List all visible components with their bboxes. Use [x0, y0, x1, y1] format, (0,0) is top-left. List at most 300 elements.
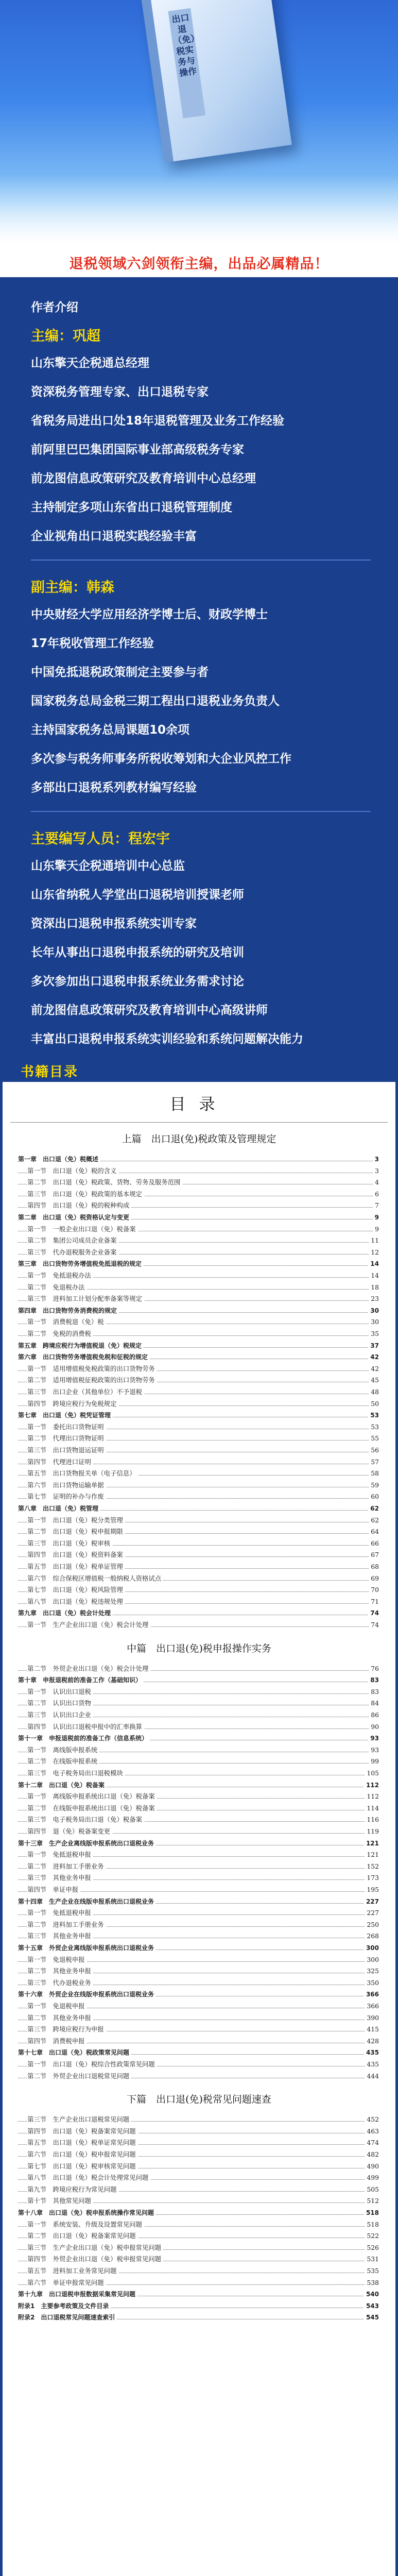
toc-section-row	[3, 2059, 395, 2070]
toc-page-number: 3	[373, 1166, 379, 1176]
toc-page-number: 53	[368, 1410, 379, 1420]
toc-entry-title: 第三章 出口货物劳务增值税免抵退税的规定	[18, 1259, 144, 1269]
toc-page-number: 9	[373, 1224, 379, 1234]
toc-entry-title: 第四章 出口货物劳务消费税的规定	[18, 1306, 119, 1316]
toc-chapter-row	[3, 1410, 395, 1420]
toc-page-number: 512	[365, 2196, 379, 2206]
toc-entry-title: 第十七章 出口退（免）税政策常见问题	[18, 2047, 131, 2058]
toc-page-number: 121	[364, 1838, 379, 1849]
toc-section-row	[3, 2254, 395, 2264]
toc-page-number: 350	[365, 1978, 379, 1988]
writer-line: 山东擎天企税通培训中心总监	[31, 859, 185, 873]
toc-section-row	[3, 2001, 395, 2011]
toc-page-number: 66	[369, 1538, 379, 1549]
writer-line: 山东省纳税人学堂出口退税培训授课老师	[31, 888, 244, 902]
toc-entry-title: 第一节 离线版申报系统	[27, 1745, 99, 1755]
toc-entry-title: 第十节 其他常见问题	[27, 2196, 93, 2206]
toc-entry-title: 第二节 出口退（免）税申报期限	[27, 1527, 125, 1537]
bookmenu-bar	[0, 1061, 398, 1082]
toc-page-number: 93	[368, 1733, 379, 1743]
writer-line: 长年从事出口退税申报系统的研究及培训	[31, 946, 244, 959]
part-title: 下篇 出口退(免)税常见问题速查	[127, 2094, 271, 2106]
toc-entry-title: 第八节 出口退（免）税违规处理	[27, 1597, 125, 1607]
toc-page-number: 531	[365, 2254, 379, 2264]
toc-entry-title: 第二节 出口退（免）税备案常见问题	[27, 2231, 138, 2241]
deputy-line: 主持国家税务总局课题10余项	[31, 723, 190, 737]
toc-entry-title: 第二节 外贸企业出口退（免）税会计处理	[27, 1664, 150, 1674]
toc-section-row	[3, 1189, 395, 1199]
toc-section-row	[3, 2138, 395, 2148]
toc-entry-title: 第十五章 外贸企业离线版申报系统出口退税业务	[18, 1943, 156, 1953]
toc-entry-title: 第四节 跨境应税行为免税规定	[27, 1399, 118, 1409]
toc-entry-title: 第六节 出口货物运输单据	[27, 1480, 106, 1490]
toc-section-row	[3, 1282, 395, 1293]
toc-section-row	[3, 1527, 395, 1537]
toc-section-row	[3, 2196, 395, 2206]
toc-entry-title: 第十六章 外贸企业在线版申报系统出口退税业务	[18, 1989, 156, 1999]
toc-section-row	[3, 1920, 395, 1930]
deputy-line: 多次参与税务师事务所税收筹划和大企业风控工作	[31, 752, 291, 766]
toc-entry-title: 第一节 出口退（免）税综合性政策常见问题	[27, 2059, 157, 2070]
toc-section-row	[3, 1433, 395, 1444]
toc-entry-title: 第二节 在线版申报系统出口退（免）税备案	[27, 1803, 157, 1814]
toc-chapter-row	[3, 2312, 395, 2323]
toc-section-row	[3, 1317, 395, 1327]
toc-section-row	[3, 1908, 395, 1918]
toc-entry-title: 第五节 进料加工业务常见问题	[27, 2266, 118, 2276]
toc-section-row	[3, 1329, 395, 1339]
toc-page-number: 227	[365, 1908, 379, 1918]
toc-entry-title: 第三节 代办退税服务企业备案	[27, 1247, 118, 1258]
toc-section-row	[3, 1931, 395, 1941]
toc-page-number: 83	[368, 1675, 379, 1685]
toc-section-row	[3, 1270, 395, 1281]
toc-section-row	[3, 2114, 395, 2125]
toc-entry-title: 第一节 生产企业出口退（免）税会计处理	[27, 1620, 150, 1630]
toc-page-number: 112	[365, 1791, 379, 1802]
toc-entry-title: 第七节 出口退（免）税审核常见问题	[27, 2161, 138, 2172]
toc-entry-title: 第二节 出口退（免）税政策、货物、劳务及服务范围	[27, 1177, 182, 1188]
toc-entry-title: 第四节 消费税申报	[27, 2036, 87, 2046]
toc-entry-title: 第十一章 申报退税前的准备工作（信息系统）	[18, 1733, 150, 1743]
toc-section-row	[3, 2013, 395, 2023]
toc-section-row	[3, 1550, 395, 1560]
toc-page-number: 4	[373, 1177, 379, 1188]
toc-entry-title: 第三节 生产企业出口退（免）税申报常见问题	[27, 2243, 163, 2253]
toc-section-row	[3, 1861, 395, 1872]
toc-chapter-row	[3, 2289, 395, 2299]
toc-page-number: 9	[373, 1212, 379, 1223]
toc-entry-title: 第三节 其他业务申报	[27, 1931, 93, 1941]
toc-title: 目录	[169, 1095, 229, 1114]
toc-entry-title: 第十三章 生产企业离线版申报系统出口退税业务	[18, 1838, 156, 1849]
toc-section-row	[3, 1375, 395, 1385]
toc-page-number: 35	[369, 1329, 379, 1339]
toc-page-number: 490	[365, 2161, 379, 2172]
toc-page-number: 30	[368, 1306, 379, 1316]
deputy-line: 中央财经大学应用经济学博士后、财政学博士	[31, 608, 268, 621]
toc-chapter-row	[3, 1259, 395, 1269]
toc-entry-title: 第三节 认识出口企业	[27, 1710, 93, 1720]
toc-section-row	[3, 1768, 395, 1778]
toc-section-row	[3, 1422, 395, 1432]
toc-page-number: 105	[365, 1768, 379, 1778]
toc-section-row	[3, 1620, 395, 1630]
hero-fade	[0, 175, 398, 252]
toc-section-row	[3, 2024, 395, 2035]
toc-entry-title: 第一节 系统安装、升级及设置常见问题	[27, 2219, 144, 2230]
deputy-line: 多部出口退税系列教材编写经验	[31, 781, 197, 794]
toc-page-number: 3	[373, 1154, 379, 1164]
toc-section-row	[3, 2149, 395, 2160]
toc-section-row	[3, 2071, 395, 2081]
toc-section-row	[3, 2278, 395, 2288]
toc-page-number: 14	[369, 1270, 379, 1281]
toc-page-number: 268	[365, 1931, 379, 1941]
toc-entry-title: 第一节 免退税申报	[27, 2001, 87, 2011]
toc-section-row	[3, 1966, 395, 1976]
divider	[31, 560, 371, 561]
chief-line: 省税务局进出口处18年退税管理及业务工作经验	[31, 414, 285, 428]
toc-entry-title: 第四节 出口退（免）税资料备案	[27, 1550, 125, 1560]
toc-entry-title: 附录2 出口退税常见问题速查索引	[18, 2312, 117, 2323]
toc-entry-title: 第七节 证明的补办与作废	[27, 1492, 106, 1502]
toc-page-number: 14	[368, 1259, 379, 1269]
toc-section-row	[3, 1885, 395, 1895]
toc-page-number: 90	[369, 1722, 379, 1732]
toc-entry-title: 第十四章 生产企业在线版申报系统出口退税业务	[18, 1896, 156, 1907]
toc-page-number: 70	[369, 1585, 379, 1595]
toc-entry-title: 第三节 其他业务申报	[27, 1873, 93, 1883]
toc-page-number: 444	[365, 2071, 379, 2081]
toc-section-row	[3, 1294, 395, 1304]
toc-entry-title: 第六节 单证申报常见问题	[27, 2278, 106, 2288]
toc-page-number: 366	[365, 2001, 379, 2011]
toc-entry-title: 第三节 电子税务局出口退税模块	[27, 1768, 125, 1778]
slogan: 退税领域六剑领衔主编，出品必属精品！	[0, 251, 398, 277]
toc-entry-title: 第八节 出口退（免）税会计处理常见问题	[27, 2173, 150, 2183]
toc-page-number: 74	[369, 1620, 379, 1630]
toc-page-number: 152	[365, 1861, 379, 1872]
writer-line: 前龙图信息政策研究及教育培训中心高级讲师	[31, 1004, 268, 1017]
toc-entry-title: 第二节 免税的消费税	[27, 1329, 93, 1339]
toc-page-number: 60	[369, 1492, 379, 1502]
toc-page-number: 55	[369, 1433, 379, 1444]
toc-section-row	[3, 1445, 395, 1455]
main-writer-heading: 主要编写人员：程宏宇	[31, 831, 170, 847]
toc-entry-title: 第四节 出口退（免）税的税种构成	[27, 1200, 131, 1211]
toc-page-number: 366	[364, 1989, 379, 1999]
toc-entry-title: 第四节 单证申报	[27, 1885, 80, 1895]
toc-section-row	[3, 2161, 395, 2172]
toc-page-number: 505	[365, 2184, 379, 2195]
toc-page-number: 325	[365, 1966, 379, 1976]
toc-page-number: 526	[365, 2243, 379, 2253]
toc-page-number: 7	[373, 1200, 379, 1211]
toc-entry-title: 第二节 免退税办法	[27, 1282, 87, 1293]
toc-entry-title: 第五节 出口退（免）税单证管理	[27, 1562, 125, 1572]
toc-entry-title: 第二节 适用增值税征税政策的出口货物劳务	[27, 1375, 157, 1385]
toc-entry-title: 第一节 适用增值税免税政策的出口货物劳务	[27, 1364, 157, 1374]
toc-section-row	[3, 1480, 395, 1490]
chief-line: 资深税务管理专家、出口退税专家	[31, 385, 209, 399]
toc-entry-title: 第五节 出口货物报关单（电子信息）	[27, 1468, 138, 1479]
toc-page-number: 84	[369, 1698, 379, 1708]
toc-entry-title: 第四节 代理进口证明	[27, 1457, 93, 1467]
toc-page-number: 48	[369, 1387, 379, 1397]
toc-entry-title: 第二节 外贸企业出口退税常见问题	[27, 2071, 131, 2081]
toc-section-row	[3, 1873, 395, 1883]
book-cover	[141, 0, 291, 163]
toc-page-number: 67	[369, 1550, 379, 1560]
toc-entry-title: 第一节 免抵退税申报	[27, 1908, 93, 1918]
toc-entry-title: 第五节 出口退（免）税单证常见问题	[27, 2138, 138, 2148]
toc-entry-title: 第三节 出口企业（其他单位）不予退税	[27, 1387, 144, 1397]
toc-section-row	[3, 1850, 395, 1860]
toc-page-number: 42	[368, 1352, 379, 1362]
toc-chapter-row	[3, 1733, 395, 1743]
toc-section-row	[3, 1235, 395, 1246]
toc-section-row	[3, 1585, 395, 1595]
toc-section-row	[3, 1468, 395, 1479]
toc-chapter-row	[3, 1154, 395, 1164]
toc-section-row	[3, 2219, 395, 2230]
toc-entry-title: 第三节 电子税务局出口退（免）税备案	[27, 1815, 144, 1825]
toc-entry-title: 第四节 退（免）税备案变更	[27, 1826, 112, 1837]
toc-section-row	[3, 1664, 395, 1674]
toc-page-number: 518	[364, 2208, 379, 2218]
toc-page-number: 518	[365, 2219, 379, 2230]
toc-page-number: 23	[369, 1294, 379, 1304]
toc-page-number: 18	[369, 1282, 379, 1293]
toc-entry-title: 第二节 认识出口货物	[27, 1698, 93, 1708]
toc-entry-title: 第四节 认识出口退税申报中的汇率换算	[27, 1722, 144, 1732]
toc-entry-title: 第七节 出口退（免）税风险管理	[27, 1585, 125, 1595]
toc-section-row	[3, 1597, 395, 1607]
toc-entry-title: 第十八章 出口退（免）税申报系统操作常见问题	[18, 2208, 156, 2218]
toc-entry-title: 第二章 出口退（免）税资格认定与变更	[18, 1212, 131, 1223]
toc-section-row	[3, 1387, 395, 1397]
part-title: 中篇 出口退(免)税申报操作实务	[127, 1642, 271, 1654]
toc-entry-title: 第二节 其他业务申报	[27, 1966, 93, 1976]
toc-entry-title: 第二节 代理出口货物证明	[27, 1433, 106, 1444]
toc-page-number: 50	[369, 1399, 379, 1409]
toc-entry-title: 第一章 出口退（免）税概述	[18, 1154, 100, 1164]
chief-line: 企业视角出口退税实践经验丰富	[31, 530, 197, 543]
toc-page-number: 119	[365, 1826, 379, 1837]
toc-section-row	[3, 1722, 395, 1732]
toc-section-row	[3, 1803, 395, 1814]
toc-section-row	[3, 1200, 395, 1211]
toc-page-number: 69	[369, 1573, 379, 1584]
authors-section-title: 作者介绍	[31, 301, 78, 314]
toc-page-number: 74	[368, 1608, 379, 1618]
toc-entry-title: 第四节 外贸企业出口退（免）税申报常见问题	[27, 2254, 163, 2264]
toc-page-number: 474	[365, 2138, 379, 2148]
toc-section-row	[3, 1745, 395, 1755]
toc-page-number: 53	[369, 1422, 379, 1432]
toc-page-number: 300	[364, 1943, 379, 1953]
toc-section-row	[3, 1698, 395, 1708]
toc-section-row	[3, 1399, 395, 1409]
toc-page-number: 300	[365, 1955, 379, 1965]
toc-page-number: 545	[364, 2312, 379, 2323]
toc-page-number: 428	[365, 2036, 379, 2046]
toc-section-row	[3, 1978, 395, 1988]
part-title: 上篇 出口退(免)税政策及管理规定	[122, 1133, 276, 1145]
toc-entry-title: 第九节 跨境应税行为常见问题	[27, 2184, 118, 2195]
toc-page-number: 415	[365, 2024, 379, 2035]
toc-entry-title: 第三节 进料加工计划分配率备案等规定	[27, 1294, 144, 1304]
toc-entry-title: 第一节 免退税申报	[27, 1955, 87, 1965]
toc-chapter-row	[3, 1838, 395, 1849]
toc-entry-title: 第二节 进料加工手册业务	[27, 1920, 106, 1930]
toc-entry-title: 第三节 生产企业出口退税常见问题	[27, 2114, 131, 2125]
toc-section-row	[3, 2173, 395, 2183]
toc-page-number: 45	[369, 1375, 379, 1385]
toc-page-number: 99	[369, 1756, 379, 1767]
toc-entry-title: 第三节 代办退税业务	[27, 1978, 93, 1988]
toc-entry-title: 第六节 出口退（免）税申报常见问题	[27, 2149, 138, 2160]
toc-section-row	[3, 1756, 395, 1767]
toc-section-row	[3, 1515, 395, 1526]
toc-page-number: 227	[364, 1896, 379, 1907]
toc-chapter-row	[3, 1896, 395, 1907]
toc-entry-title: 第一节 免抵退税办法	[27, 1270, 93, 1281]
toc-entry-title: 第一节 出口退（免）税分类管理	[27, 1515, 125, 1526]
toc-entry-title: 第十章 申报退税前的准备工作（基础知识）	[18, 1675, 144, 1685]
toc-chapter-row	[3, 1989, 395, 1999]
toc-page-number: 522	[365, 2231, 379, 2241]
toc-section-row	[3, 1573, 395, 1584]
chief-line: 主持制定多项山东省出口退税管理制度	[31, 501, 232, 514]
chief-line: 山东擎天企税通总经理	[31, 357, 149, 370]
book-title: 出口退（免）税实务与操作	[171, 12, 200, 79]
chief-line: 前龙图信息政策研究及教育培训中心总经理	[31, 472, 256, 485]
divider	[31, 811, 371, 812]
chief-line: 前阿里巴巴集团国际事业部高级税务专家	[31, 443, 244, 456]
toc-chapter-row	[3, 1780, 395, 1790]
toc-chapter-row	[3, 2047, 395, 2058]
toc-page-number: 390	[365, 2013, 379, 2023]
toc-page-number: 116	[365, 1815, 379, 1825]
deputy-line: 17年税收管理工作经验	[31, 637, 154, 650]
toc-section-row	[3, 1815, 395, 1825]
toc-page-number: 535	[365, 2266, 379, 2276]
toc-page-number: 59	[369, 1480, 379, 1490]
toc-page-number: 499	[365, 2173, 379, 2183]
toc-page-number: 71	[369, 1597, 379, 1607]
toc-entry-title: 第三节 跨境应税行为申报	[27, 2024, 106, 2035]
toc-section-row	[3, 1364, 395, 1374]
toc-section-row	[3, 1826, 395, 1837]
toc-section-row	[3, 1791, 395, 1802]
toc-entry-title: 第十二章 出口退（免）税备案	[18, 1780, 107, 1790]
toc-page-number: 195	[365, 1885, 379, 1895]
toc-section-row	[3, 2231, 395, 2241]
deputy-editor-heading: 副主编：韩森	[31, 580, 114, 596]
toc-entry-title: 第六节 综合保税区增值税一般纳税人资格试点	[27, 1573, 163, 1584]
toc-entry-title: 第十九章 出口退税申报数据采集常见问题	[18, 2289, 137, 2299]
toc-entry-title: 第四节 出口退（免）税备案常见问题	[27, 2126, 138, 2137]
toc-section-row	[3, 1457, 395, 1467]
toc-page-number: 452	[365, 2114, 379, 2125]
toc-page-number: 62	[369, 1515, 379, 1526]
toc-page-number: 11	[369, 1235, 379, 1246]
toc-page-number: 37	[368, 1341, 379, 1351]
toc-page-number: 463	[365, 2126, 379, 2137]
toc-entry-title: 第六章 出口货物劳务增值税免税和征税的规定	[18, 1352, 150, 1362]
toc-chapter-row	[3, 2208, 395, 2218]
toc-page-number: 435	[364, 2047, 379, 2058]
toc-page-number: 30	[369, 1317, 379, 1327]
toc-page-number: 250	[365, 1920, 379, 1930]
toc-page-number: 173	[365, 1873, 379, 1883]
toc-section-row	[3, 1538, 395, 1549]
toc-section-row	[3, 1562, 395, 1572]
toc-page-number: 112	[364, 1780, 379, 1790]
toc-section-row	[3, 1247, 395, 1258]
toc-entry-title: 第二节 其他业务申报	[27, 2013, 93, 2023]
writer-line: 资深出口退税申报系统实训专家	[31, 917, 197, 930]
toc-section-row	[3, 1177, 395, 1188]
toc-section-row	[3, 2126, 395, 2137]
toc-rule	[10, 1122, 388, 1123]
toc-section-row	[3, 2036, 395, 2046]
deputy-line: 国家税务总局金税三期工程出口退税业务负责人	[31, 694, 280, 708]
toc-entry-title: 第一节 一般企业出口退（免）税备案	[27, 1224, 138, 1234]
toc-entry-title: 第三节 出口退（免）税审核	[27, 1538, 112, 1549]
toc-page-number: 68	[369, 1562, 379, 1572]
toc-page-number: 64	[369, 1527, 379, 1537]
toc-page-number: 93	[369, 1745, 379, 1755]
toc-entry-title: 第九章 出口退（免）税会计处理	[18, 1608, 113, 1618]
toc-entry-title: 第一节 离线版申报系统出口退（免）税备案	[27, 1791, 157, 1802]
toc-page	[3, 1082, 395, 2576]
toc-page-number: 57	[369, 1457, 379, 1467]
toc-entry-title: 第二节 进料加工手册业务	[27, 1861, 106, 1872]
toc-chapter-row	[3, 1675, 395, 1685]
toc-chapter-row	[3, 2301, 395, 2311]
toc-entry-title: 第一节 认识出口退税	[27, 1687, 93, 1697]
toc-chapter-row	[3, 1212, 395, 1223]
toc-entry-title: 第一节 消费税退（免）税	[27, 1317, 106, 1327]
toc-chapter-row	[3, 1352, 395, 1362]
chief-editor-heading: 主编：巩超	[31, 328, 100, 344]
deputy-line: 中国免抵退税政策制定主要参与者	[31, 666, 209, 679]
toc-entry-title: 第八章 出口退（免）税管理	[18, 1503, 100, 1514]
hero-banner	[0, 0, 398, 252]
toc-entry-title: 附录1 主要参考政策及文件目录	[18, 2301, 111, 2311]
toc-chapter-row	[3, 1608, 395, 1618]
toc-section-row	[3, 2184, 395, 2195]
toc-page-number: 12	[369, 1247, 379, 1258]
toc-entry-title: 第七章 出口退（免）税凭证管理	[18, 1410, 113, 1420]
toc-page-number: 482	[365, 2149, 379, 2160]
toc-page-number: 543	[364, 2301, 379, 2311]
toc-section-row	[3, 1710, 395, 1720]
toc-page-number: 538	[365, 2278, 379, 2288]
bookmenu-title: 书籍目录	[21, 1064, 79, 1080]
toc-entry-title: 第五章 跨境应税行为增值税退（免）税规定	[18, 1341, 144, 1351]
toc-entry-title: 第二节 在线版申报系统	[27, 1756, 99, 1767]
toc-chapter-row	[3, 1306, 395, 1316]
toc-entry-title: 第一节 免抵退税申报	[27, 1850, 93, 1860]
toc-entry-title: 第一节 委托出口货物证明	[27, 1422, 106, 1432]
toc-page-number: 121	[365, 1850, 379, 1860]
toc-page-number: 435	[365, 2059, 379, 2070]
toc-page-number: 540	[364, 2289, 379, 2299]
